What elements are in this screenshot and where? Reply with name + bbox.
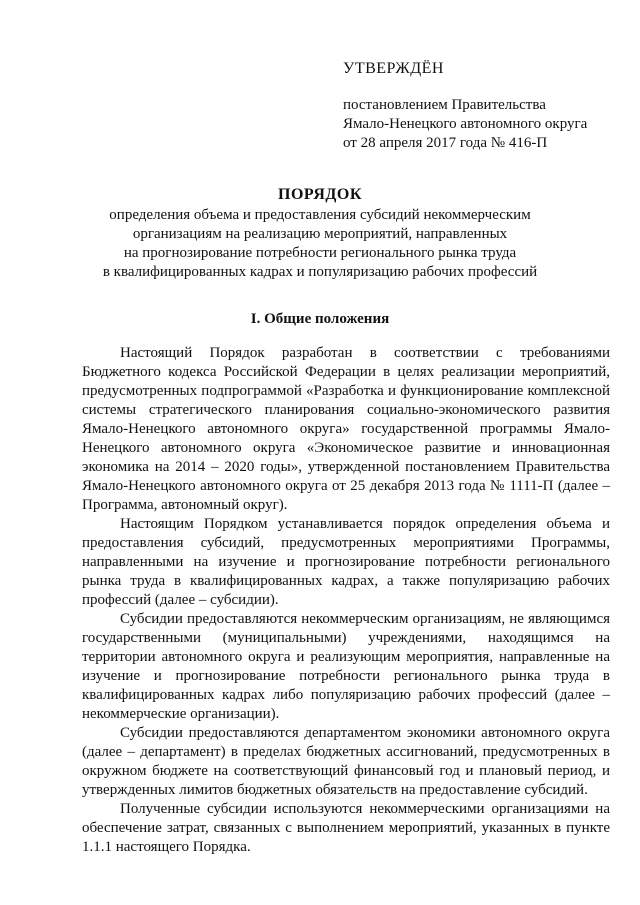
approval-stamp: [343, 60, 623, 153]
title-subtitle-line: организациям на реализацию мероприятий, направленных: [132, 226, 508, 242]
title-subtitle-line: определения объема и предоставления субсидий некоммерческим: [109, 207, 531, 223]
approval-heading: УТВЕРЖДЁН: [343, 60, 444, 77]
document-title: ПОРЯДОК: [278, 186, 362, 203]
paragraph: Настоящий Порядок разработан в соответствии с требованиями Бюджетного кодекса Российской Федерации в целях реализации мероприятий, предусмотренных подпрограммой «Разработка и функционирование комплексной системы стратегического планирования социально-экономического развития Ямало-Ненецкого автономного округа» государственной программы Ямало-Ненецкого автономного округа «Экономическое развитие и инновационная экономика на 2014 – 2020 годы», утвержденной постановлением Правительства Ямало-Ненецкого автономного округа от 25 декабря 2013 года № 1111-П (далее – Программа, автономный округ).: [82, 345, 610, 513]
title-subtitle-line: на прогнозирование потребности регионального рынка труда: [123, 245, 517, 261]
approval-line: Ямало-Ненецкого автономного округа: [343, 116, 588, 132]
approval-line: постановлением Правительства: [343, 97, 546, 113]
section-body: [82, 344, 610, 857]
paragraph: Полученные субсидии используются некоммерческими организациями на обеспечение затрат, связанных с выполнением мероприятий, указанных в пункте 1.1.1 настоящего Порядка.: [82, 801, 610, 855]
paragraph: Субсидии предоставляются некоммерческим организациям, не являющимся государственными (муниципальными) учреждениями, находящимся на территории автономного округа и реализующим мероприятия, направленные на изучение и прогнозирование потребности регионального рынка труда в квалифицированных кадрах либо популяризацию рабочих профессий (далее – некоммерческие организации).: [82, 611, 610, 722]
paragraph: Настоящим Порядком устанавливается порядок определения объема и предоставления субсидий, предусмотренных мероприятиями Программы, направленными на изучение и прогнозирование потребности регионального рынка труда в квалифицированных кадрах, а также популяризацию рабочих профессий (далее – субсидии).: [82, 516, 610, 608]
document-title-block: [0, 186, 640, 282]
title-subtitle-line: в квалифицированных кадрах и популяризацию рабочих профессий: [102, 264, 538, 280]
paragraph: Субсидии предоставляются департаментом экономики автономного округа (далее – департамент) в пределах бюджетных ассигнований, предусмотренных в окружном бюджете на соответствующий финансовый год и плановый период, и утвержденных лимитов бюджетных обязательств на предоставление субсидий.: [82, 725, 610, 798]
section-heading: I. Общие положения: [250, 311, 390, 327]
approval-line: от 28 апреля 2017 года № 416-П: [343, 135, 548, 151]
